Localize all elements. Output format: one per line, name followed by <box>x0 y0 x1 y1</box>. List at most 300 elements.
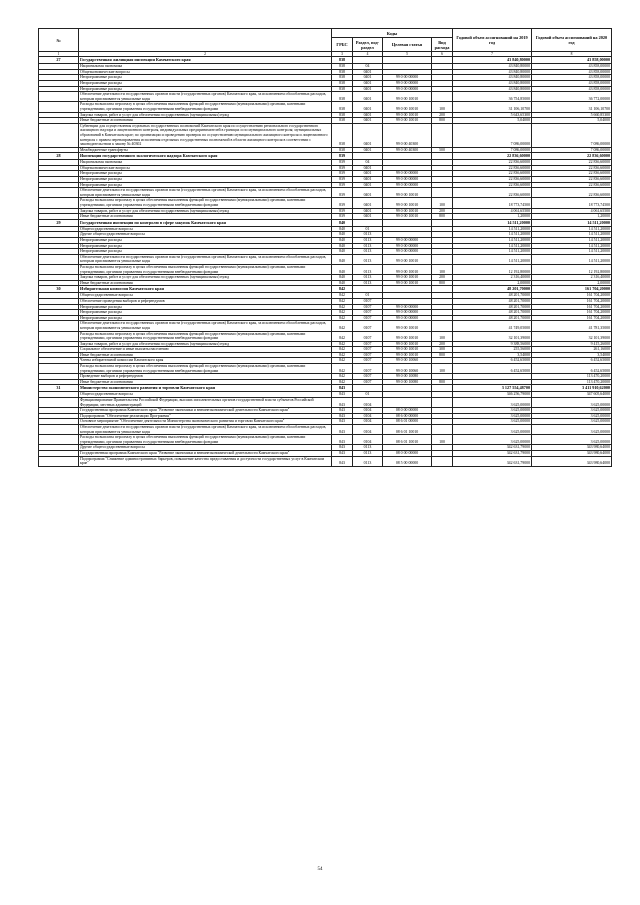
target-code <box>383 398 432 408</box>
amount-2020: 347 605,64000 <box>532 392 612 398</box>
target-code <box>383 286 432 293</box>
amount-2019: 41 749,05000 <box>453 321 532 331</box>
target-code: 99 0 00 00000 <box>383 243 432 249</box>
header-type: Вид расхода <box>432 38 453 52</box>
section-number <box>39 254 79 264</box>
section-code: 04 <box>353 160 383 166</box>
section-code: 01 <box>353 293 383 299</box>
table-row <box>39 188 612 198</box>
amount-2019: 14 511,20000 <box>453 249 532 255</box>
amount-2019: 48 201,70000 <box>453 310 532 316</box>
grbs-code: 840 <box>332 243 353 249</box>
grbs-code: 842 <box>332 347 353 353</box>
grbs-code: 840 <box>332 264 353 274</box>
item-name: Основное мероприятие "Обеспечение деятельности Министерства экономического развития и торговли Камчатского края" <box>79 419 332 425</box>
item-name: Иные бюджетные ассигнования <box>79 214 332 220</box>
expense-type <box>432 321 453 331</box>
target-code: 99 0 00 00000 <box>383 315 432 321</box>
amount-2019: 48 201,70000 <box>453 298 532 304</box>
section-number: 27 <box>39 57 79 64</box>
section-code: 0104 <box>353 398 383 408</box>
item-name: Национальная экономика <box>79 160 332 166</box>
grbs-code: 839 <box>332 208 353 214</box>
amount-2020: 14 511,20000 <box>532 243 612 249</box>
amount-2019: 2,00000 <box>453 280 532 286</box>
amount-2020: 2 316,40000 <box>532 275 612 281</box>
item-name: Другие общегосударственные вопросы <box>79 445 332 451</box>
amount-2019: 43 840,80000 <box>453 64 532 70</box>
item-name: Социальное обеспечение и иные выплаты населению <box>79 347 332 353</box>
expense-type: 800 <box>432 118 453 124</box>
target-code: 99 0 00 10080 <box>383 374 432 380</box>
section-code: 0113 <box>353 249 383 255</box>
grbs-code: 840 <box>332 232 353 238</box>
target-code: 08 0 00 00000 <box>383 408 432 414</box>
amount-2020: 12 192,80000 <box>532 264 612 274</box>
section-code: 0107 <box>353 347 383 353</box>
section-number <box>39 321 79 331</box>
grbs-code: 842 <box>332 374 353 380</box>
amount-2019: 22 836,60000 <box>453 165 532 171</box>
grbs-code: 838 <box>332 92 353 102</box>
amount-2019: 3,54000 <box>453 352 532 358</box>
amount-2019: 43 840,80000 <box>453 75 532 81</box>
section-number <box>39 102 79 112</box>
amount-2020: 43 858,00000 <box>532 80 612 86</box>
amount-2019: 31 106,10700 <box>453 102 532 112</box>
grbs-code: 842 <box>332 364 353 374</box>
amount-2020: 1,20000 <box>532 214 612 220</box>
target-code: 99 0 00 10010 <box>383 347 432 353</box>
amount-2019: 2 316,40000 <box>453 275 532 281</box>
expense-type: 800 <box>432 214 453 220</box>
expense-type <box>432 188 453 198</box>
item-name: Общеэкономические вопросы <box>79 69 332 75</box>
section-number <box>39 364 79 374</box>
header-name <box>79 29 332 52</box>
budget-table <box>38 28 612 467</box>
item-name: Иные бюджетные ассигнования <box>79 280 332 286</box>
section-row <box>39 286 612 293</box>
item-name: Закупка товаров, работ и услуг для обеспечения государственных (муниципальных) нужд <box>79 208 332 214</box>
amount-2020: 5 660,85300 <box>532 112 612 118</box>
expense-type: 200 <box>432 341 453 347</box>
amount-2020: 2,00000 <box>532 280 612 286</box>
target-code: 08 0 00 00000 <box>383 450 432 456</box>
amount-2019: 12 192,80000 <box>453 264 532 274</box>
section-code: 0107 <box>353 374 383 380</box>
expense-type: 800 <box>432 280 453 286</box>
target-code: 99 0 00 40300 <box>383 123 432 147</box>
amount-2020: 14 511,20000 <box>532 254 612 264</box>
header-2020: Годовой объем ассигнований на 2020 год <box>532 29 612 52</box>
grbs-code: 838 <box>332 118 353 124</box>
amount-2020: 22 836,60000 <box>532 177 612 183</box>
target-code: 99 0 00 10010 <box>383 214 432 220</box>
section-code: 0113 <box>353 232 383 238</box>
section-code: 0401 <box>353 177 383 183</box>
section-number <box>39 398 79 408</box>
grbs-code: 843 <box>332 398 353 408</box>
grbs-code: 842 <box>332 315 353 321</box>
section-code: 0107 <box>353 352 383 358</box>
item-name: Члены избирательной комиссии Камчатского края <box>79 358 332 364</box>
section-code: 0113 <box>353 275 383 281</box>
amount-2020: 161 704,20000 <box>532 298 612 304</box>
item-name: Общегосударственные вопросы <box>79 392 332 398</box>
table-row <box>39 123 612 147</box>
table-row <box>39 425 612 435</box>
grbs-code: 843 <box>332 456 353 466</box>
budget-table-body <box>39 57 612 467</box>
amount-2019: 14 511,20000 <box>453 243 532 249</box>
amount-2020: 3 625,00000 <box>532 413 612 419</box>
amount-2020: 14 511,20000 <box>532 238 612 244</box>
grbs-code: 843 <box>332 445 353 451</box>
item-name: Иные бюджетные ассигнования <box>79 379 332 385</box>
item-name: Расходы на выплаты персоналу в целях обеспечения выполнения функций государственными (муниципальными) органами, казенными учреждениями, органами управления государственными внебюджетными фондами <box>79 331 332 341</box>
amount-2020: 161 704,20000 <box>532 304 612 310</box>
amount-2020: 161 704,20000 <box>532 315 612 321</box>
target-code: 99 0 00 40300 <box>383 147 432 153</box>
section-code: 0107 <box>353 341 383 347</box>
amount-2019: 43 840,80000 <box>453 80 532 86</box>
target-code: 99 0 00 00000 <box>383 182 432 188</box>
grbs-code: 839 <box>332 171 353 177</box>
table-row <box>39 331 612 341</box>
item-name: Подпрограмма "Обеспечение реализации Программы" <box>79 413 332 419</box>
item-name: Общеэкономические вопросы <box>79 165 332 171</box>
section-row <box>39 385 612 392</box>
target-code: 99 0 00 10060 <box>383 358 432 364</box>
expense-type: 800 <box>432 379 453 385</box>
item-name: Функционирование Правительства Российской Федерации, высших исполнительных органов государственной власти субъектов Российской Федерации, местных администраций <box>79 398 332 408</box>
amount-2020: 14 511,20000 <box>532 226 612 232</box>
section-code: 0401 <box>353 69 383 75</box>
amount-2020: 14 511,20000 <box>532 219 612 226</box>
item-name: Непрограммные расходы <box>79 238 332 244</box>
amount-2019: 3 625,00000 <box>453 425 532 435</box>
target-code: 99 0 00 10010 <box>383 208 432 214</box>
table-row <box>39 456 612 466</box>
section-code: 0107 <box>353 364 383 374</box>
target-code: 99 0 00 00000 <box>383 177 432 183</box>
section-number <box>39 123 79 147</box>
section-number <box>39 425 79 435</box>
section-number <box>39 198 79 208</box>
item-name: Расходы на выплаты персоналу в целях обеспечения выполнения функций государственными (муниципальными) органами, казенными учреждениями, органами управления государственными внебюджетными фондами <box>79 364 332 374</box>
item-name: Инспекция государственного экологического надзора Камчатского края <box>79 153 332 160</box>
grbs-code: 839 <box>332 160 353 166</box>
expense-type: 100 <box>432 331 453 341</box>
grbs-code: 843 <box>332 408 353 414</box>
item-name: Государственная программа Камчатского края "Развитие экономики и внешнеэкономической деятельности Камчатского края" <box>79 408 332 414</box>
section-code: 0107 <box>353 298 383 304</box>
amount-2019: 3 625,00000 <box>453 408 532 414</box>
item-name: Государственная жилищная инспекция Камчатского края <box>79 57 332 64</box>
amount-2020: 5,04000 <box>532 118 612 124</box>
amount-2019: 342 631,79000 <box>453 445 532 451</box>
grbs-code: 839 <box>332 177 353 183</box>
section-number <box>39 264 79 274</box>
amount-2020: 161 704,20000 <box>532 286 612 293</box>
target-code: 99 0 00 10010 <box>383 264 432 274</box>
column-number: 3 <box>332 52 353 57</box>
amount-2020: 343 980,64000 <box>532 445 612 451</box>
section-code: 0401 <box>353 80 383 86</box>
grbs-code: 838 <box>332 147 353 153</box>
target-code <box>383 153 432 160</box>
header-target: Целевая статья <box>383 38 432 52</box>
expense-type <box>432 254 453 264</box>
section-code: 0107 <box>353 315 383 321</box>
target-code: 99 0 00 10010 <box>383 352 432 358</box>
column-number: 8 <box>532 52 612 57</box>
grbs-code: 838 <box>332 102 353 112</box>
target-code: 08 6 00 00000 <box>383 413 432 419</box>
grbs-code: 843 <box>332 392 353 398</box>
amount-2020: 41 781,35000 <box>532 321 612 331</box>
grbs-code: 842 <box>332 331 353 341</box>
section-number <box>39 331 79 341</box>
section-code: 04 <box>353 64 383 70</box>
amount-2020: 22 836,60000 <box>532 188 612 198</box>
item-name: Закупка товаров, работ и услуг для обеспечения государственных (муниципальных) нужд <box>79 341 332 347</box>
amount-2020: 32 101,39000 <box>532 331 612 341</box>
amount-2019: 43 840,80000 <box>453 69 532 75</box>
section-code: 0401 <box>353 92 383 102</box>
amount-2020: 6 452,65000 <box>532 364 612 374</box>
column-number: 2 <box>79 52 332 57</box>
amount-2019: 48 201,70000 <box>453 315 532 321</box>
expense-type <box>432 398 453 408</box>
item-name: Непрограммные расходы <box>79 310 332 316</box>
amount-2019: 22 836,60000 <box>453 160 532 166</box>
grbs-code: 840 <box>332 275 353 281</box>
expense-type <box>432 153 453 160</box>
amount-2019: 6 452,65000 <box>453 364 532 374</box>
amount-2020: 14 511,20000 <box>532 249 612 255</box>
amount-2020: 3 625,00000 <box>532 435 612 445</box>
amount-2019: 22 836,60000 <box>453 171 532 177</box>
amount-2020: 4 061,65500 <box>532 208 612 214</box>
target-code <box>383 219 432 226</box>
amount-2019: 22 836,60000 <box>453 188 532 198</box>
target-code: 99 0 00 10010 <box>383 331 432 341</box>
amount-2019: 1,20000 <box>453 214 532 220</box>
target-code: 99 0 00 00000 <box>383 75 432 81</box>
section-code: 0401 <box>353 123 383 147</box>
target-code: 99 0 00 10010 <box>383 118 432 124</box>
header-grbs: ГРБС <box>332 38 353 52</box>
target-code <box>383 385 432 392</box>
item-name: Иные бюджетные ассигнования <box>79 118 332 124</box>
grbs-code: 838 <box>332 75 353 81</box>
item-name: Обеспечение деятельности государственных органов власти (государственных органов) Камчатского края, за исключением обособленных расходов, которым присваиваются уникальные коды <box>79 188 332 198</box>
target-code: 99 0 00 00000 <box>383 238 432 244</box>
table-row <box>39 92 612 102</box>
amount-2020: 22 836,60000 <box>532 153 612 160</box>
amount-2020: 113 470,20000 <box>532 379 612 385</box>
grbs-code: 843 <box>332 419 353 425</box>
header-razdel: Раздел, под-раздел <box>353 38 383 52</box>
expense-type <box>432 286 453 293</box>
section-code: 0401 <box>353 102 383 112</box>
item-name: Расходы на выплаты персоналу в целях обеспечения выполнения функций государственными (муниципальными) органами, казенными учреждениями, органами управления государственными внебюджетными фондами <box>79 435 332 445</box>
grbs-code: 839 <box>332 198 353 208</box>
grbs-code: 840 <box>332 219 353 226</box>
amount-2020: 43 858,00000 <box>532 86 612 92</box>
table-row <box>39 321 612 331</box>
amount-2019: 32 101,39000 <box>453 331 532 341</box>
target-code: 99 0 00 00000 <box>383 80 432 86</box>
target-code <box>383 57 432 64</box>
amount-2019: 22 836,60000 <box>453 182 532 188</box>
amount-2019: 5 643,65300 <box>453 112 532 118</box>
section-row <box>39 57 612 64</box>
amount-2020: 3 411 910,62000 <box>532 385 612 392</box>
section-number <box>39 435 79 445</box>
item-name: Обеспечение деятельности государственных органов власти (государственных органов) Камчатского края, за исключением обособленных расходов, которым присваиваются уникальные коды <box>79 92 332 102</box>
expense-type <box>432 219 453 226</box>
section-code: 0401 <box>353 171 383 177</box>
expense-type: 500 <box>432 147 453 153</box>
page-number: 54 <box>317 867 323 872</box>
target-code: 99 0 00 10010 <box>383 112 432 118</box>
section-code: 0401 <box>353 165 383 171</box>
amount-2019: 342 631,79000 <box>453 450 532 456</box>
table-row <box>39 198 612 208</box>
grbs-code: 842 <box>332 352 353 358</box>
target-code: 08 6 01 00000 <box>383 419 432 425</box>
amount-2019: 14 511,20000 <box>453 219 532 226</box>
section-number: 30 <box>39 286 79 293</box>
grbs-code: 839 <box>332 188 353 198</box>
section-code: 0104 <box>353 413 383 419</box>
amount-2019: 255,56000 <box>453 347 532 353</box>
grbs-code: 838 <box>332 86 353 92</box>
grbs-code: 840 <box>332 254 353 264</box>
section-code: 0104 <box>353 408 383 414</box>
section-code: 0401 <box>353 147 383 153</box>
amount-2020: 36 772,00000 <box>532 92 612 102</box>
column-number: 4 <box>353 52 383 57</box>
expense-type <box>432 57 453 64</box>
grbs-code: 842 <box>332 379 353 385</box>
amount-2020: 3 625,00000 <box>532 419 612 425</box>
amount-2020: 9 415,26000 <box>532 341 612 347</box>
amount-2020: 113 470,20000 <box>532 374 612 380</box>
section-code: 01 <box>353 392 383 398</box>
column-number: 5 <box>383 52 432 57</box>
amount-2019: 22 836,60000 <box>453 177 532 183</box>
expense-type: 100 <box>432 364 453 374</box>
amount-2019: 14 511,20000 <box>453 232 532 238</box>
section-code <box>353 57 383 64</box>
target-code: 99 0 00 10060 <box>383 364 432 374</box>
item-name: Национальная экономика <box>79 64 332 70</box>
target-code: 99 0 00 10080 <box>383 379 432 385</box>
amount-2019: 4 061,65500 <box>453 208 532 214</box>
amount-2019: 3 127 554,48700 <box>453 385 532 392</box>
amount-2019: 36 754,85000 <box>453 92 532 102</box>
grbs-code: 842 <box>332 341 353 347</box>
amount-2019: 43 840,80000 <box>453 57 532 64</box>
expense-type <box>432 456 453 466</box>
target-code: 99 0 00 10010 <box>383 275 432 281</box>
target-code: 99 0 00 00000 <box>383 86 432 92</box>
section-code: 0113 <box>353 456 383 466</box>
expense-type: 100 <box>432 102 453 112</box>
amount-2019: 48 201,70000 <box>453 286 532 293</box>
expense-type: 200 <box>432 275 453 281</box>
table-row <box>39 398 612 408</box>
amount-2020: 7 086,00000 <box>532 123 612 147</box>
item-name: Другие общегосударственные вопросы <box>79 232 332 238</box>
section-row <box>39 153 612 160</box>
amount-2020: 43 858,00000 <box>532 75 612 81</box>
amount-2020: 3 625,00000 <box>532 398 612 408</box>
amount-2020: 43 858,00000 <box>532 69 612 75</box>
amount-2020: 18 773,74500 <box>532 198 612 208</box>
section-code: 0113 <box>353 254 383 264</box>
amount-2019: 48 201,70000 <box>453 304 532 310</box>
section-code: 0113 <box>353 445 383 451</box>
grbs-code: 840 <box>332 238 353 244</box>
section-code: 0113 <box>353 264 383 274</box>
amount-2020: 3,54000 <box>532 352 612 358</box>
grbs-code: 842 <box>332 358 353 364</box>
grbs-code: 838 <box>332 80 353 86</box>
grbs-code: 843 <box>332 425 353 435</box>
grbs-code: 839 <box>332 214 353 220</box>
section-code: 0104 <box>353 425 383 435</box>
section-code: 0107 <box>353 310 383 316</box>
amount-2019: 9 388,56000 <box>453 341 532 347</box>
target-code: 99 0 00 10010 <box>383 321 432 331</box>
section-row <box>39 219 612 226</box>
amount-2019: 6 452,65000 <box>453 358 532 364</box>
amount-2020: 22 836,60000 <box>532 165 612 171</box>
amount-2019: 14 511,20000 <box>453 238 532 244</box>
grbs-code: 839 <box>332 182 353 188</box>
item-name: Общегосударственные вопросы <box>79 293 332 299</box>
grbs-code: 838 <box>332 69 353 75</box>
amount-2019: 18 773,74500 <box>453 198 532 208</box>
column-number: 1 <box>39 52 79 57</box>
header-no: № <box>39 29 79 52</box>
target-code: 99 0 00 10010 <box>383 198 432 208</box>
amount-2019: 22 836,60000 <box>453 153 532 160</box>
section-code: 0107 <box>353 321 383 331</box>
item-name: Общегосударственные вопросы <box>79 226 332 232</box>
amount-2019: 7 086,00000 <box>453 123 532 147</box>
target-code: 99 0 00 00000 <box>383 249 432 255</box>
target-code: 99 0 00 00000 <box>383 304 432 310</box>
section-code: 0401 <box>353 214 383 220</box>
amount-2019: 7 086,00000 <box>453 147 532 153</box>
column-number: 7 <box>453 52 532 57</box>
item-name: Непрограммные расходы <box>79 243 332 249</box>
target-code: 99 0 00 10010 <box>383 92 432 102</box>
section-number <box>39 456 79 466</box>
amount-2019: 3 625,00000 <box>453 398 532 408</box>
target-code: 99 0 00 10010 <box>383 254 432 264</box>
section-code: 0401 <box>353 112 383 118</box>
item-name: Избирательная комиссия Камчатского края <box>79 286 332 293</box>
item-name: Непрограммные расходы <box>79 304 332 310</box>
item-name: Обеспечение деятельности государственных органов власти (государственных органов) Камчатского края, за исключением обособленных расходов, которым присваиваются уникальные коды <box>79 321 332 331</box>
